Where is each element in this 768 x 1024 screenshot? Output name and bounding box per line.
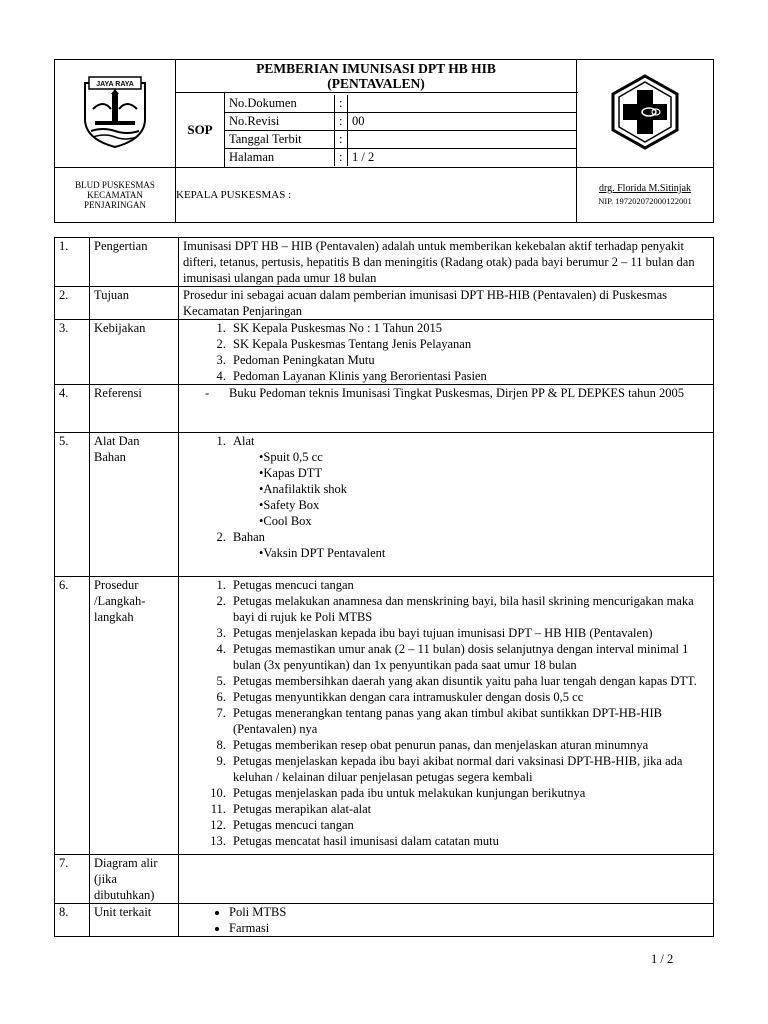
section-number: 6.: [55, 577, 90, 855]
alat-item: • Cool Box: [259, 513, 709, 529]
section-list-referensi: [179, 385, 714, 433]
step-item: 8. Petugas memberikan resep obat penurun panas, dan menjelaskan aturan minumnya: [229, 737, 709, 753]
label-line: dibutuhkan): [94, 888, 155, 902]
label-line: Bahan: [94, 450, 126, 464]
meta-value-halaman: 1 / 2: [348, 148, 577, 166]
org-line: PENJARINGAN: [83, 200, 146, 210]
step-item: 5. Petugas membersihkan daerah yang akan disuntik yaitu paha luar tengah dengan kapas DTT.: [229, 673, 709, 689]
section-row-tujuan: [55, 287, 714, 320]
section-text-pengertian: Imunisasi DPT HB – HIB (Pentavalen) adalah untuk memberikan kekebalan aktif terhadap penyakit difteri, tetanus, pertusis, hepatitis B dan meningitis (Radang otak) pada bayi berumur 2 – 11 bulan dan imunisasi ulangan pada umur 18 bulan: [179, 238, 714, 287]
step-item: 12. Petugas mencuci tangan: [229, 817, 709, 833]
document-meta: [225, 95, 576, 166]
logo-text: JAYA RAYA: [96, 80, 134, 88]
meta-label-no-revisi: No.Revisi: [225, 112, 335, 130]
section-number: 5.: [55, 433, 90, 577]
list-item: 3. Pedoman Peningkatan Mutu: [229, 352, 709, 368]
section-label: Unit terkait: [90, 904, 179, 937]
sop-content-table: [54, 237, 714, 937]
alat-label: Alat: [233, 434, 255, 448]
label-line: Alat Dan: [94, 434, 140, 448]
meta-value-no-revisi: 00: [348, 112, 577, 130]
meta-sep: :: [335, 95, 348, 113]
meta-label-halaman: Halaman: [225, 148, 335, 166]
puskesmas-cross-logo-icon: [609, 74, 681, 150]
section-label: [90, 433, 179, 577]
list-item: 4. Pedoman Layanan Klinis yang Berorientasi Pasien: [229, 368, 709, 384]
dki-jakarta-logo-cell: [55, 60, 176, 168]
sop-header: [54, 59, 714, 223]
section-list-kebijakan: [179, 320, 714, 385]
section-label: Kebijakan: [90, 320, 179, 385]
org-line: BLUD PUSKESMAS: [75, 180, 155, 190]
jaya-raya-emblem-icon: [79, 75, 151, 149]
step-item: 9. Petugas menjelaskan kepada ibu bayi akibat normal dari vaksinasi DPT-HB-HIB, jika ada keluhan / kelainan diluar penjelasan petugas segera kembali: [229, 753, 709, 785]
signer-nip: NIP. 197202072000122001: [598, 196, 692, 206]
section-label: [90, 577, 179, 855]
meta-sep: :: [335, 112, 348, 130]
section-number: 2.: [55, 287, 90, 320]
section-list-alat-bahan: [179, 433, 714, 577]
list-item: 1. SK Kepala Puskesmas No : 1 Tahun 2015: [229, 320, 709, 336]
label-line: Prosedur: [94, 578, 139, 592]
meta-label-tanggal-terbit: Tanggal Terbit: [225, 130, 335, 148]
label-line: /Langkah-: [94, 594, 146, 608]
step-item: 7. Petugas menerangkan tentang panas yang akan timbul akibat suntikkan DPT-HB-HIB (Pentavalen) nya: [229, 705, 709, 737]
section-number: 4.: [55, 385, 90, 433]
step-item: 11. Petugas merapikan alat-alat: [229, 801, 709, 817]
organization-name: [55, 168, 176, 223]
section-content-diagram-alir: [179, 855, 714, 904]
section-row-pengertian: [55, 238, 714, 287]
list-item: 2. SK Kepala Puskesmas Tentang Jenis Pelayanan: [229, 336, 709, 352]
label-line: (jika: [94, 872, 117, 886]
org-line: KECAMATAN: [87, 190, 143, 200]
list-item: • Farmasi: [229, 920, 709, 936]
section-row-alat-bahan: [55, 433, 714, 577]
section-label: [90, 855, 179, 904]
signature-block: [577, 168, 714, 223]
sop-label: SOP: [176, 93, 225, 168]
step-item: 4. Petugas memastikan umur anak (2 – 11 bulan) dosis selanjutnya dengan interval minimal 1 bulan (3x penyuntikan) dan 1x penyuntikan pada saat umur 18 bulan: [229, 641, 709, 673]
section-row-prosedur: [55, 577, 714, 855]
meta-row: [225, 148, 576, 166]
section-label: Pengertian: [90, 238, 179, 287]
alat-item: • Safety Box: [259, 497, 709, 513]
step-item: 10. Petugas menjelaskan pada ibu untuk melakukan kunjungan berikutnya: [229, 785, 709, 801]
section-list-unit-terkait: [179, 904, 714, 937]
meta-row: [225, 112, 576, 130]
step-item: 1. Petugas mencuci tangan: [229, 577, 709, 593]
step-item: 2. Petugas melakukan anamnesa dan menskrining bayi, bila hasil skrining mencurigakan maka bayi di rujuk ke Poli MTBS: [229, 593, 709, 625]
kepala-puskesmas-label: KEPALA PUSKESMAS :: [176, 168, 577, 223]
alat-item: • Spuit 0,5 cc: [259, 449, 709, 465]
meta-label-no-dokumen: No.Dokumen: [225, 95, 335, 113]
title-line-1: PEMBERIAN IMUNISASI DPT HB HIB: [256, 61, 496, 76]
signer-name: drg. Florida M.Sitinjak: [598, 183, 692, 194]
page-number: 1 / 2: [651, 952, 674, 966]
section-number: 7.: [55, 855, 90, 904]
step-item: 3. Petugas menjelaskan kepada ibu bayi tujuan imunisasi DPT – HB HIB (Pentavalen): [229, 625, 709, 641]
alat-item: • Kapas DTT: [259, 465, 709, 481]
alat-heading: [229, 433, 709, 449]
meta-value-tanggal-terbit: [348, 130, 577, 148]
section-text-tujuan: Prosedur ini sebagai acuan dalam pemberian imunisasi DPT HB-HIB (Pentavalen) di Puskesmas Kecamatan Penjaringan: [179, 287, 714, 320]
section-row-diagram-alir: [55, 855, 714, 904]
bahan-item: • Vaksin DPT Pentavalent: [259, 545, 709, 561]
alat-item: • Anafilaktik shok: [259, 481, 709, 497]
label-line: langkah: [94, 610, 134, 624]
meta-value-no-dokumen: [348, 95, 577, 113]
section-row-unit-terkait: [55, 904, 714, 937]
meta-sep: :: [335, 148, 348, 166]
bahan-heading: [229, 529, 709, 545]
section-row-kebijakan: [55, 320, 714, 385]
section-list-prosedur: [179, 577, 714, 855]
title-line-2: (PENTAVALEN): [327, 76, 425, 91]
section-number: 1.: [55, 238, 90, 287]
document-title: [176, 60, 577, 93]
section-number: 3.: [55, 320, 90, 385]
meta-row: [225, 130, 576, 148]
list-item: • Poli MTBS: [229, 904, 709, 920]
section-row-referensi: [55, 385, 714, 433]
meta-sep: :: [335, 130, 348, 148]
list-item: - Buku Pedoman teknis Imunisasi Tingkat Puskesmas, Dirjen PP & PL DEPKES tahun 2005: [229, 385, 709, 401]
step-item: 13. Petugas mencatat hasil imunisasi dalam catatan mutu: [229, 833, 709, 849]
bahan-label: Bahan: [233, 530, 265, 544]
document-meta-cell: [225, 93, 577, 168]
meta-row: [225, 95, 576, 113]
section-label: Tujuan: [90, 287, 179, 320]
step-item: 6. Petugas menyuntikkan dengan cara intramuskuler dengan dosis 0,5 cc: [229, 689, 709, 705]
section-label: Referensi: [90, 385, 179, 433]
puskesmas-logo-cell: [577, 60, 714, 168]
section-number: 8.: [55, 904, 90, 937]
label-line: Diagram alir: [94, 856, 158, 870]
